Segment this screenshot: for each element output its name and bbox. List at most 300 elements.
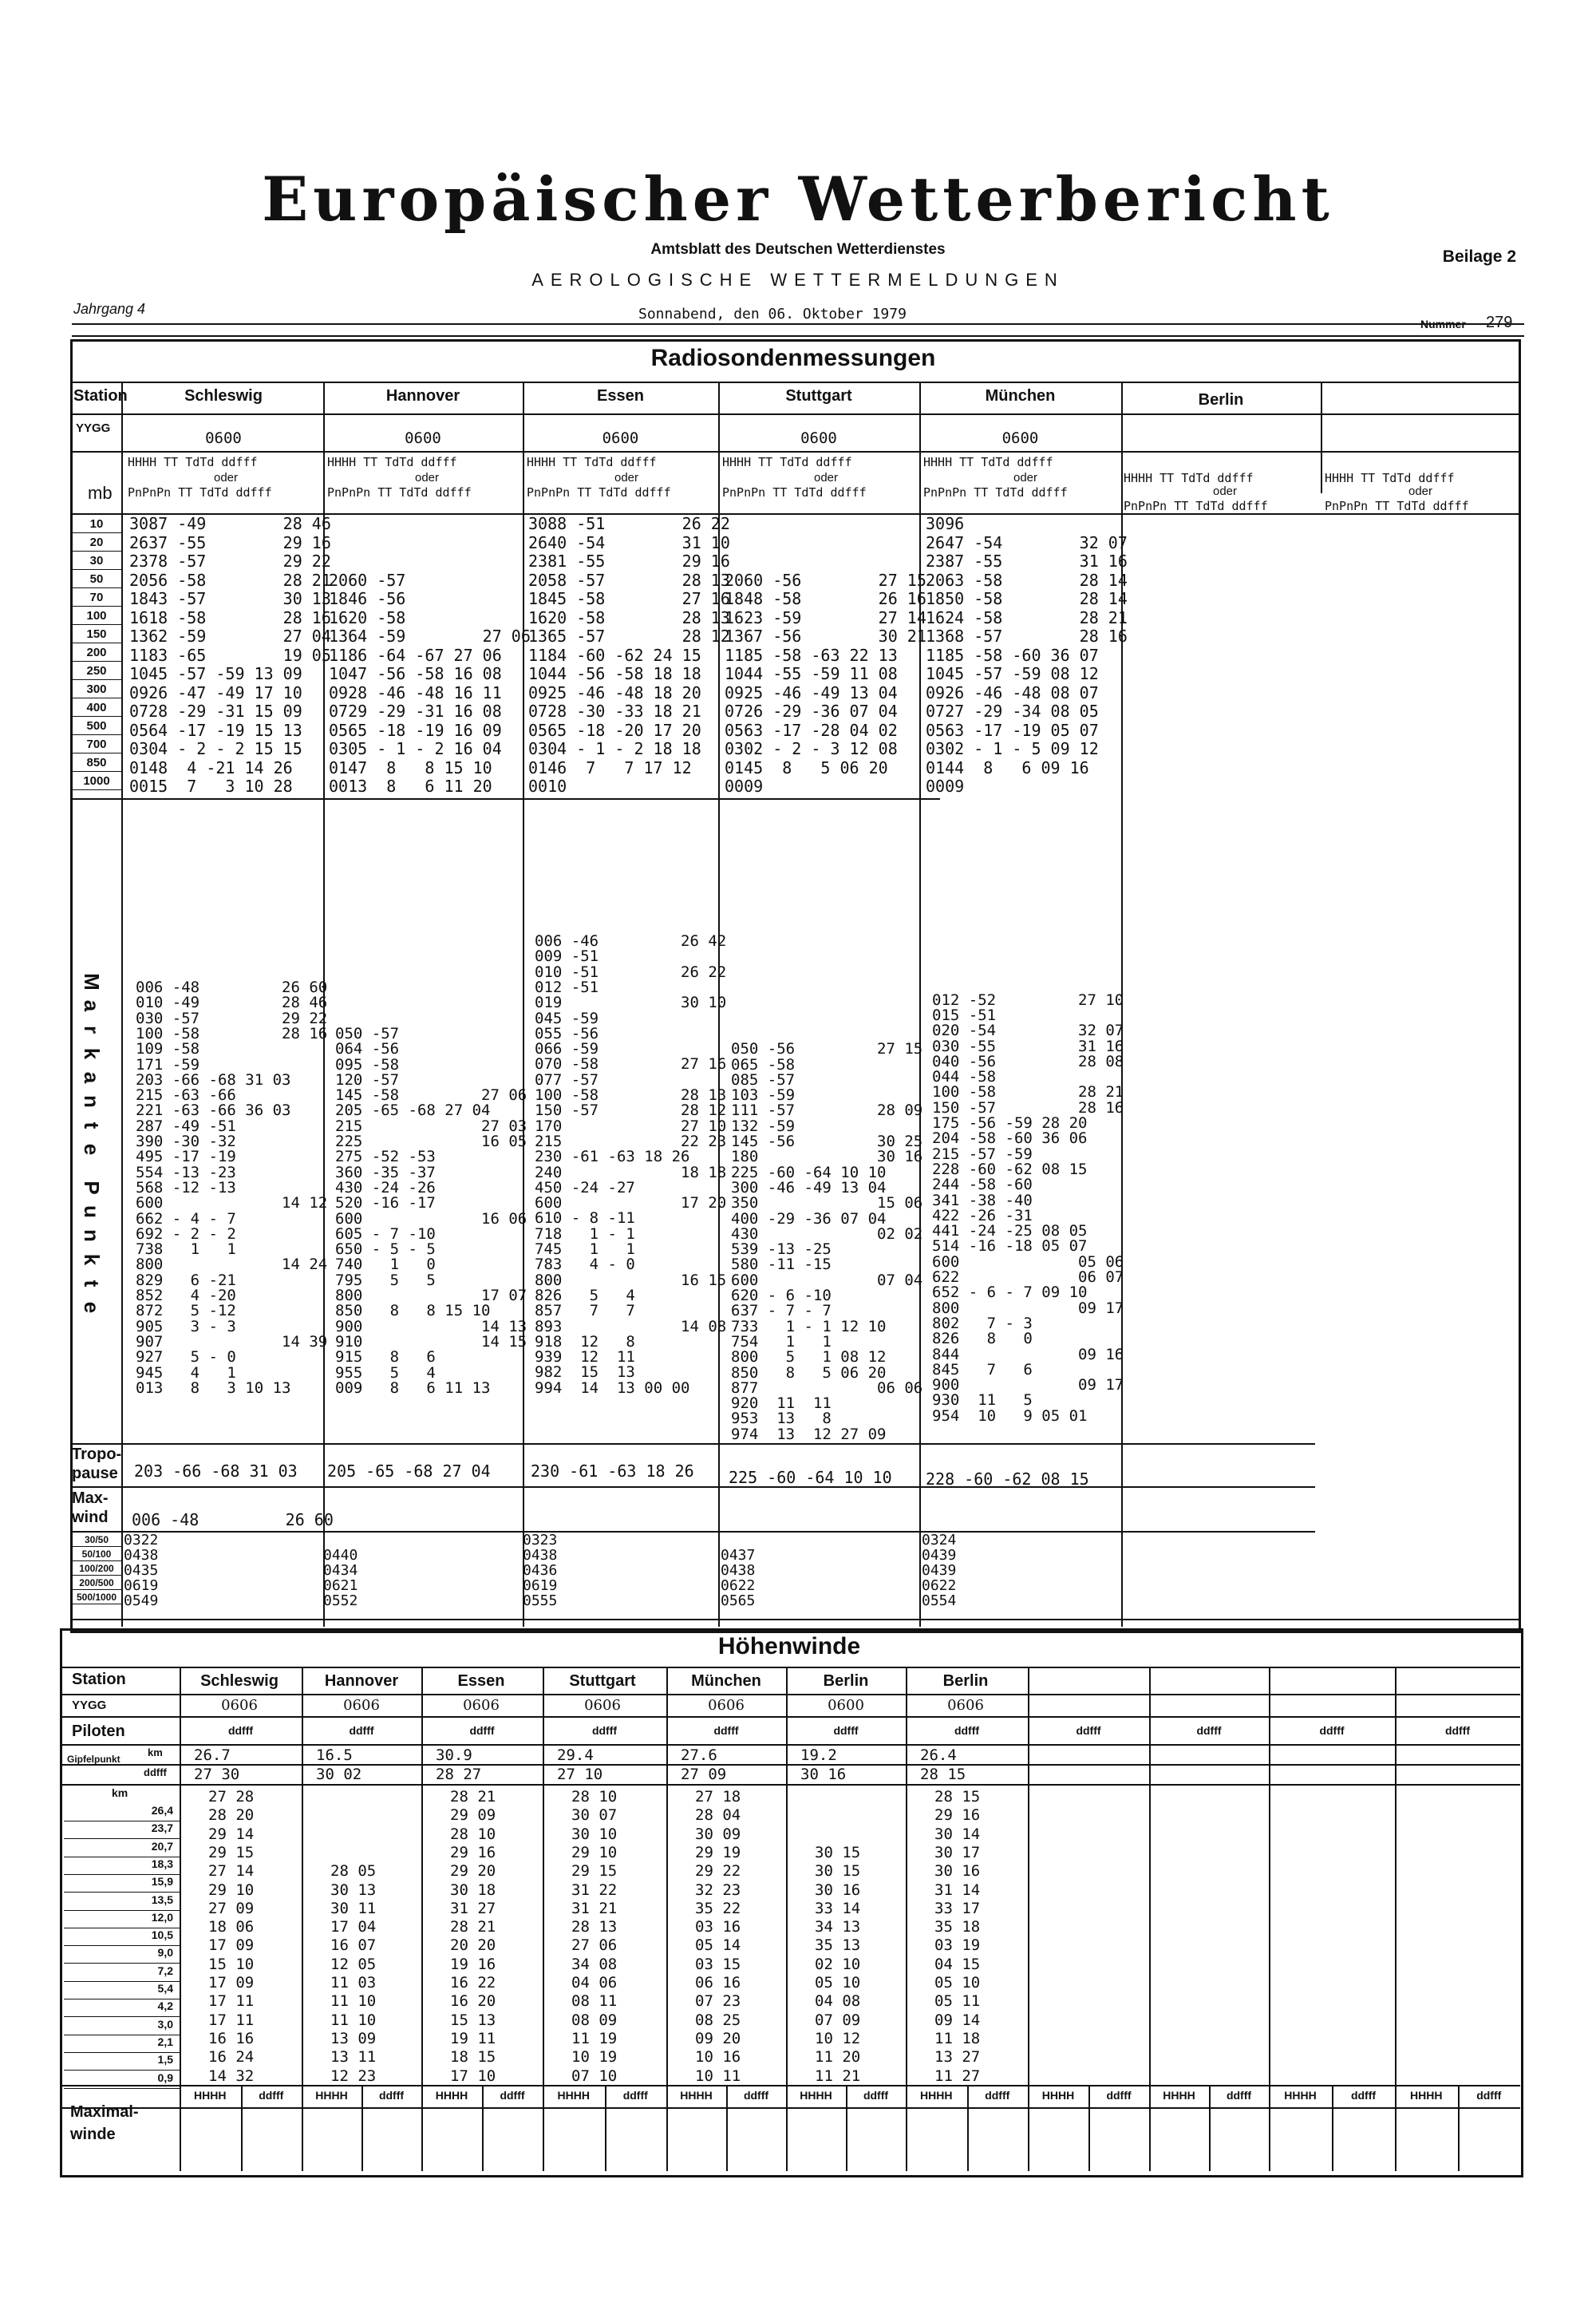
markante-value: 180 30 16 bbox=[731, 1148, 923, 1166]
hw-wind-value: 12 05 bbox=[330, 1955, 377, 1973]
std-level-value: 0565 -18 -20 17 20 bbox=[528, 720, 701, 740]
hw-ddfff-head: ddfff bbox=[743, 2089, 769, 2102]
shear-value: 0552 bbox=[323, 1592, 358, 1609]
hw-ddfff-head: ddfff bbox=[1350, 2089, 1377, 2102]
std-level-value: 1620 -58 28 13 bbox=[528, 607, 730, 627]
hw-wind-value: 18 06 bbox=[208, 1918, 255, 1936]
hw-wind-value: 03 16 bbox=[695, 1918, 741, 1936]
hw-wind-value: 06 16 bbox=[695, 1974, 741, 1992]
hw-yygg: 0606 bbox=[708, 1697, 745, 1714]
markante-value: 109 -58 bbox=[136, 1040, 200, 1058]
markante-value: 800 16 15 bbox=[535, 1271, 727, 1289]
hw-wind-value: 16 24 bbox=[208, 2048, 255, 2067]
hw-station-name: Essen bbox=[457, 1672, 505, 1690]
hw-hhhh-head: HHHH bbox=[1284, 2089, 1317, 2102]
hw-hhhh-head: HHHH bbox=[435, 2089, 468, 2102]
shear-levels: 30/50 50/100 100/200 200/500 500/1000 bbox=[72, 1533, 121, 1604]
std-level-value: 1047 -56 -58 16 08 bbox=[329, 664, 502, 683]
hw-wind-value: 13 27 bbox=[934, 2048, 981, 2067]
markante-value: 064 -56 bbox=[335, 1040, 400, 1058]
std-level-value: 1362 -59 27 04 bbox=[129, 627, 331, 646]
hw-hhhh-head: HHHH bbox=[1041, 2089, 1075, 2102]
shear-value: 0565 bbox=[721, 1592, 756, 1609]
station-muenchen: München bbox=[985, 387, 1056, 405]
markante-value: 915 8 6 bbox=[335, 1348, 436, 1367]
hw-ddfff-head: ddfff bbox=[591, 1724, 618, 1737]
col-head-1: HHHH TT TdTd ddfff bbox=[923, 455, 1053, 469]
col-head-2: PnPnPn TT TdTd ddfff bbox=[327, 485, 472, 500]
markante-value: 829 6 -21 bbox=[136, 1271, 236, 1289]
hw-ddfff-head: ddfff bbox=[1444, 1724, 1471, 1737]
markante-value: 012 -52 27 10 bbox=[932, 991, 1124, 1009]
std-level-value: 1845 -58 27 16 bbox=[528, 589, 730, 608]
hw-wind-value: 30 16 bbox=[934, 1862, 981, 1881]
hw-wind-value: 07 23 bbox=[695, 1992, 741, 2011]
hw-gipfel-label: Gipfelpunkt bbox=[67, 1754, 120, 1765]
hw-wind-value: 11 19 bbox=[571, 2029, 618, 2047]
std-level-value: 0563 -17 -28 04 02 bbox=[725, 720, 898, 740]
hw-gipfel-ddfff: 30 16 bbox=[800, 1766, 847, 1783]
hw-wind-value: 13 11 bbox=[330, 2048, 377, 2067]
std-level-value: 1365 -57 28 12 bbox=[528, 627, 730, 646]
markante-value: 044 -58 bbox=[932, 1068, 997, 1086]
yygg-muenchen: 0600 bbox=[1001, 429, 1039, 447]
markante-value: 802 7 - 3 bbox=[932, 1314, 1033, 1332]
markante-value: 554 -13 -23 bbox=[136, 1163, 236, 1181]
markante-value: 795 5 5 bbox=[335, 1271, 436, 1289]
hw-ddfff-head: ddfff bbox=[954, 1724, 980, 1737]
hw-wind-value: 05 10 bbox=[815, 1974, 861, 1992]
shear-value: 0434 bbox=[323, 1562, 358, 1579]
subtitle: Amtsblatt des Deutschen Wetterdienstes bbox=[650, 241, 946, 258]
hw-wind-value: 19 11 bbox=[450, 2029, 496, 2047]
std-level-value: 0729 -29 -31 16 08 bbox=[329, 702, 502, 721]
col-head-oder: oder bbox=[1013, 471, 1038, 485]
markante-value: 692 - 2 - 2 bbox=[136, 1224, 236, 1243]
hw-yygg: 0606 bbox=[463, 1697, 500, 1714]
hw-wind-value: 04 08 bbox=[815, 1992, 861, 2011]
shear-value: 0440 bbox=[323, 1547, 358, 1564]
hw-wind-value: 27 28 bbox=[208, 1788, 255, 1806]
hw-wind-value: 29 22 bbox=[695, 1862, 741, 1881]
shear-value: 0323 bbox=[523, 1532, 558, 1549]
markante-value: 215 22 23 bbox=[535, 1132, 727, 1150]
std-level-value: 1368 -57 28 16 bbox=[926, 627, 1128, 646]
hw-station-name: München bbox=[691, 1672, 761, 1690]
hw-ddfff-head: ddfff bbox=[500, 2089, 525, 2102]
col-head-1: HHHH TT TdTd ddfff bbox=[1124, 471, 1254, 485]
markante-value: 095 -58 bbox=[335, 1055, 400, 1074]
markante-value: 800 17 07 bbox=[335, 1287, 527, 1304]
std-level-value: 0564 -17 -19 15 13 bbox=[129, 720, 302, 740]
col-head-2: PnPnPn TT TdTd ddfff bbox=[1325, 499, 1469, 513]
markante-value: 568 -12 -13 bbox=[136, 1178, 236, 1196]
hw-gipfel-km: 29.4 bbox=[557, 1746, 594, 1764]
header-rule bbox=[72, 323, 1524, 325]
std-level-value: 0726 -29 -36 07 04 bbox=[725, 702, 898, 721]
std-level-value: 0009 bbox=[725, 777, 764, 796]
tropo-schleswig: 203 -66 -68 31 03 bbox=[134, 1461, 298, 1481]
markante-value: 100 -58 28 21 bbox=[932, 1083, 1124, 1102]
std-level-value: 1186 -64 -67 27 06 bbox=[329, 645, 502, 665]
markante-value: 430 -24 -26 bbox=[335, 1178, 436, 1196]
markante-value: 066 -59 bbox=[535, 1040, 599, 1058]
hw-hhhh-head: HHHH bbox=[315, 2089, 348, 2102]
hw-km-level: 5,4 bbox=[64, 1982, 180, 1999]
hw-gipfel-km: 19.2 bbox=[800, 1746, 837, 1764]
shear-value: 0324 bbox=[922, 1532, 957, 1549]
markante-value: 275 -52 -53 bbox=[335, 1148, 436, 1166]
station-schleswig: Schleswig bbox=[184, 387, 263, 405]
std-level-value: 0563 -17 -19 05 07 bbox=[926, 720, 1099, 740]
std-level-value: 0146 7 7 17 12 bbox=[528, 757, 692, 777]
std-level-value: 2060 -56 27 15 bbox=[725, 570, 926, 590]
std-level-value: 2640 -54 31 10 bbox=[528, 532, 730, 552]
std-level-value: 3087 -49 28 46 bbox=[129, 514, 331, 533]
markante-value: 905 3 - 3 bbox=[136, 1317, 236, 1335]
markante-value: 495 -17 -19 bbox=[136, 1148, 236, 1166]
tropo-muenchen: 228 -60 -62 08 15 bbox=[926, 1469, 1089, 1489]
std-level-value: 2387 -55 31 16 bbox=[926, 552, 1128, 571]
markante-value: 015 -51 bbox=[932, 1006, 997, 1024]
hw-ddfff-head: ddfff bbox=[985, 2089, 1010, 2102]
hw-wind-value: 30 17 bbox=[934, 1843, 981, 1861]
markante-value: 800 14 24 bbox=[136, 1256, 328, 1274]
col-head-2: PnPnPn TT TdTd ddfff bbox=[923, 485, 1068, 500]
hw-wind-value: 10 11 bbox=[695, 2067, 741, 2085]
radiosonde-title: Radiosondenmessungen bbox=[650, 345, 936, 371]
shear-value: 0549 bbox=[124, 1592, 159, 1609]
markante-value: 441 -24 -25 08 05 bbox=[932, 1222, 1088, 1240]
markante-value: 622 06 07 bbox=[932, 1268, 1124, 1286]
hw-wind-value: 17 11 bbox=[208, 1992, 255, 2011]
std-level-value: 2637 -55 29 16 bbox=[129, 532, 331, 552]
markante-value: 100 -58 28 16 bbox=[136, 1024, 328, 1042]
hw-hhhh-head: HHHH bbox=[1163, 2089, 1195, 2102]
hw-wind-value: 30 15 bbox=[815, 1843, 861, 1861]
hw-wind-value: 19 16 bbox=[450, 1955, 496, 1973]
hw-wind-value: 08 11 bbox=[571, 1992, 618, 2011]
hw-wind-value: 11 03 bbox=[330, 1974, 377, 1992]
markante-value: 844 09 16 bbox=[932, 1345, 1124, 1363]
hw-wind-value: 28 21 bbox=[450, 1918, 496, 1936]
hw-station-label: Station bbox=[72, 1671, 126, 1688]
markante-value: 045 -59 bbox=[535, 1009, 599, 1027]
station-hannover: Hannover bbox=[385, 387, 460, 405]
markante-value: 945 4 1 bbox=[136, 1363, 236, 1382]
std-level-value: 1846 -56 bbox=[329, 589, 406, 608]
hw-km-level: 10,5 bbox=[64, 1928, 180, 1946]
std-level-value: 1843 -57 30 13 bbox=[129, 589, 331, 608]
markante-value: 994 14 13 00 00 bbox=[535, 1378, 690, 1397]
col-head-1: HHHH TT TdTd ddfff bbox=[527, 455, 657, 469]
markante-value: 221 -63 -66 36 03 bbox=[136, 1102, 291, 1120]
std-level-value: 0728 -29 -31 15 09 bbox=[129, 702, 302, 721]
hw-ddfff-head: ddfff bbox=[1476, 2089, 1502, 2102]
std-level-value: 1848 -58 26 16 bbox=[725, 589, 926, 608]
tropo-essen: 230 -61 -63 18 26 bbox=[531, 1461, 694, 1481]
hw-station-name: Schleswig bbox=[200, 1672, 279, 1690]
markante-value: 171 -59 bbox=[136, 1055, 200, 1074]
shear-value: 0435 bbox=[124, 1562, 159, 1579]
hw-wind-value: 31 22 bbox=[571, 1881, 618, 1899]
std-level-value: 1045 -57 -59 13 09 bbox=[129, 664, 302, 683]
markante-value: 850 8 8 15 10 bbox=[335, 1302, 491, 1320]
hw-ddfff-head: ddfff bbox=[349, 1724, 374, 1737]
hw-km-level: 4,2 bbox=[64, 1999, 180, 2017]
hw-gipfel-km: 16.5 bbox=[316, 1746, 353, 1764]
shear-value: 0438 bbox=[124, 1547, 159, 1564]
shear-value: 0622 bbox=[922, 1577, 957, 1594]
hw-piloten-label: Piloten bbox=[72, 1723, 125, 1740]
markante-value: 009 8 6 11 13 bbox=[335, 1378, 491, 1397]
hoehenwinde-title: Höhenwinde bbox=[717, 1633, 861, 1659]
hw-wind-value: 11 18 bbox=[934, 2029, 981, 2047]
hw-wind-value: 31 27 bbox=[450, 1899, 496, 1917]
hw-ddfff-head: ddfff bbox=[1196, 1724, 1222, 1737]
hw-gipfel-km: 26.4 bbox=[920, 1746, 957, 1764]
page-title: Europäischer Wetterbericht bbox=[262, 164, 1334, 235]
markante-value: 204 -58 -60 36 06 bbox=[932, 1129, 1088, 1148]
markante-value: 360 -35 -37 bbox=[335, 1163, 436, 1181]
yygg-stuttgart: 0600 bbox=[800, 429, 837, 447]
hw-wind-value: 30 16 bbox=[815, 1881, 861, 1899]
tropo-hannover: 205 -65 -68 27 04 bbox=[327, 1461, 491, 1481]
std-level-value: 0302 - 1 - 5 09 12 bbox=[926, 739, 1099, 758]
hw-wind-value: 29 10 bbox=[571, 1843, 618, 1861]
hw-wind-value: 35 18 bbox=[934, 1918, 981, 1936]
hw-wind-value: 16 22 bbox=[450, 1974, 496, 1992]
col-head-2: PnPnPn TT TdTd ddfff bbox=[722, 485, 867, 500]
markante-value: 953 13 8 bbox=[731, 1410, 832, 1428]
hw-km-level: 12,0 bbox=[64, 1911, 180, 1928]
hw-hhhh-head: HHHH bbox=[680, 2089, 713, 2102]
std-level-value: 2063 -58 28 14 bbox=[926, 570, 1128, 590]
yygg-label: YYGG bbox=[76, 421, 111, 435]
markante-value: 225 16 05 bbox=[335, 1133, 527, 1150]
std-level-value: 1044 -55 -59 11 08 bbox=[725, 664, 898, 683]
hw-wind-value: 16 20 bbox=[450, 1992, 496, 2011]
yygg-schleswig: 0600 bbox=[205, 429, 242, 447]
std-level-value: 2378 -57 29 22 bbox=[129, 552, 331, 571]
col-head-2: PnPnPn TT TdTd ddfff bbox=[128, 485, 272, 500]
hw-hhhh-head: HHHH bbox=[1410, 2089, 1443, 2102]
hw-wind-value: 32 23 bbox=[695, 1881, 741, 1899]
std-level-value: 1850 -58 28 14 bbox=[926, 589, 1128, 608]
markante-value: 738 1 1 bbox=[136, 1240, 236, 1259]
markante-value: 020 -54 32 07 bbox=[932, 1022, 1124, 1040]
std-level-value: 0304 - 2 - 2 15 15 bbox=[129, 739, 302, 758]
markante-value: 514 -16 -18 05 07 bbox=[932, 1237, 1088, 1256]
markante-value: 341 -38 -40 bbox=[932, 1191, 1033, 1209]
shear-value: 0438 bbox=[523, 1547, 558, 1564]
std-level-value: 1184 -60 -62 24 15 bbox=[528, 645, 701, 665]
hw-wind-value: 17 09 bbox=[208, 1974, 255, 1992]
markante-value: 893 14 08 bbox=[535, 1317, 727, 1335]
hw-wind-value: 05 11 bbox=[934, 1992, 981, 2011]
hw-ddfff-head: ddfff bbox=[227, 1724, 254, 1737]
hw-wind-value: 11 27 bbox=[934, 2067, 981, 2085]
markante-value: 900 14 13 bbox=[335, 1317, 527, 1335]
hw-wind-value: 30 13 bbox=[330, 1881, 377, 1899]
hw-wind-value: 08 25 bbox=[695, 2011, 741, 2029]
markante-value: 850 8 5 06 20 bbox=[731, 1363, 887, 1382]
markante-value: 857 7 7 bbox=[535, 1302, 635, 1320]
markante-value: 954 10 9 05 01 bbox=[932, 1406, 1088, 1425]
hw-wind-value: 12 23 bbox=[330, 2067, 377, 2085]
markante-value: 610 - 8 -11 bbox=[535, 1209, 635, 1228]
hw-wind-value: 03 15 bbox=[695, 1955, 741, 1973]
hw-gipfel-ddfff: 28 15 bbox=[920, 1766, 966, 1783]
markante-value: 982 15 13 bbox=[535, 1363, 635, 1382]
markante-value: 520 -16 -17 bbox=[335, 1194, 436, 1212]
hw-gipfel-km: 30.9 bbox=[436, 1746, 472, 1764]
hw-wind-value: 28 10 bbox=[450, 1825, 496, 1843]
section-heading: AEROLOGISCHE WETTERMELDUNGEN bbox=[531, 270, 1065, 290]
markante-value: 100 -58 28 13 bbox=[535, 1086, 727, 1104]
hw-wind-value: 35 22 bbox=[695, 1899, 741, 1917]
std-level-value: 2647 -54 32 07 bbox=[926, 532, 1128, 552]
hw-wind-value: 28 05 bbox=[330, 1862, 377, 1881]
markante-value: 754 1 1 bbox=[731, 1332, 832, 1351]
markante-value: 600 05 06 bbox=[932, 1252, 1124, 1271]
maxwind-label: Max-wind bbox=[72, 1489, 109, 1526]
std-level-value: 1045 -57 -59 08 12 bbox=[926, 664, 1099, 683]
markante-value: 065 -58 bbox=[731, 1055, 796, 1074]
markante-value: 205 -65 -68 27 04 bbox=[335, 1102, 491, 1120]
hw-ddfff-head: ddfff bbox=[1319, 1724, 1345, 1737]
hw-ddfff-head: ddfff bbox=[1106, 2089, 1132, 2102]
markante-value: 826 8 0 bbox=[932, 1330, 1033, 1348]
header-rule-2 bbox=[72, 335, 1524, 337]
markante-value: 170 27 10 bbox=[535, 1117, 727, 1135]
hw-km-level: 9,0 bbox=[64, 1946, 180, 1964]
hw-station-name: Stuttgart bbox=[569, 1672, 636, 1690]
markante-value: 150 -57 28 16 bbox=[932, 1098, 1124, 1117]
hw-station-name: Hannover bbox=[324, 1672, 399, 1690]
col-head-oder: oder bbox=[814, 471, 839, 485]
markante-value: 872 5 -12 bbox=[136, 1302, 236, 1320]
markante-value: 300 -46 -49 13 04 bbox=[731, 1178, 887, 1196]
hw-km-label: km bbox=[148, 1746, 163, 1758]
std-level-value: 0305 - 1 - 2 16 04 bbox=[329, 739, 502, 758]
markante-value: 930 11 5 bbox=[932, 1391, 1033, 1410]
hw-wind-value: 30 11 bbox=[330, 1899, 377, 1917]
std-level-value: 0928 -46 -48 16 11 bbox=[329, 682, 502, 702]
tropopause-label: Tropo-pause bbox=[72, 1446, 122, 1482]
std-level-value: 0926 -47 -49 17 10 bbox=[129, 682, 302, 702]
hw-wind-value: 30 14 bbox=[934, 1825, 981, 1843]
mb-label: mb bbox=[88, 483, 113, 503]
markante-value: 077 -57 bbox=[535, 1070, 599, 1089]
markante-value: 013 8 3 10 13 bbox=[136, 1378, 291, 1397]
markante-value: 132 -59 bbox=[731, 1117, 796, 1135]
markante-value: 745 1 1 bbox=[535, 1240, 635, 1258]
hw-yygg: 0606 bbox=[584, 1697, 621, 1714]
station-berlin: Berlin bbox=[1198, 391, 1244, 409]
markante-value: 145 -58 27 06 bbox=[335, 1086, 527, 1105]
hw-wind-value: 28 04 bbox=[695, 1806, 741, 1825]
shear-value: 0439 bbox=[922, 1562, 957, 1579]
col-head-oder: oder bbox=[214, 471, 239, 485]
hw-wind-value: 04 06 bbox=[571, 1974, 618, 1992]
markante-value: 350 15 06 bbox=[731, 1194, 923, 1212]
std-level-value: 0302 - 2 - 3 12 08 bbox=[725, 739, 898, 758]
hw-wind-value: 04 15 bbox=[934, 1955, 981, 1973]
std-level-value: 0015 7 3 10 28 bbox=[129, 777, 293, 796]
markante-value: 920 11 11 bbox=[731, 1394, 832, 1413]
hw-km-level: 13,5 bbox=[64, 1893, 180, 1911]
hw-yygg: 0606 bbox=[947, 1697, 984, 1714]
hw-wind-value: 34 08 bbox=[571, 1955, 618, 1973]
std-level-value: 0145 8 5 06 20 bbox=[725, 757, 888, 777]
hw-gipfel-ddfff: 28 27 bbox=[436, 1766, 482, 1783]
hw-yygg: 0606 bbox=[221, 1697, 258, 1714]
hw-wind-value: 29 15 bbox=[208, 1843, 255, 1861]
hw-wind-value: 10 16 bbox=[695, 2048, 741, 2067]
hw-wind-value: 13 09 bbox=[330, 2029, 377, 2047]
markante-value: 055 -56 bbox=[535, 1024, 599, 1042]
hw-ddfff-head: ddfff bbox=[833, 1724, 859, 1737]
col-head-oder: oder bbox=[1213, 485, 1238, 498]
hw-wind-value: 29 15 bbox=[571, 1862, 618, 1881]
markante-value: 012 -51 bbox=[535, 978, 599, 996]
std-level-value: 1185 -58 -63 22 13 bbox=[725, 645, 898, 665]
hw-yygg-label: YYGG bbox=[72, 1699, 107, 1712]
col-head-1: HHHH TT TdTd ddfff bbox=[1325, 471, 1455, 485]
markante-value: 600 16 06 bbox=[335, 1209, 527, 1228]
hw-gipfel-ddfff: 30 02 bbox=[316, 1766, 362, 1783]
shear-value: 0438 bbox=[721, 1562, 756, 1579]
hw-wind-value: 10 12 bbox=[815, 2029, 861, 2047]
shear-value: 0322 bbox=[124, 1532, 159, 1549]
std-level-value: 1367 -56 30 21 bbox=[725, 627, 926, 646]
yygg-hannover: 0600 bbox=[405, 429, 441, 447]
hw-km-level: 15,9 bbox=[64, 1875, 180, 1893]
std-level-value: 1623 -59 27 14 bbox=[725, 607, 926, 627]
markante-value: 877 06 06 bbox=[731, 1378, 923, 1397]
hw-wind-value: 11 21 bbox=[815, 2067, 861, 2085]
date-label: Sonnabend, den 06. Oktober 1979 bbox=[638, 306, 907, 322]
hw-wind-value: 15 10 bbox=[208, 1955, 255, 1973]
hw-wind-value: 09 14 bbox=[934, 2011, 981, 2029]
markante-value: 103 -59 bbox=[731, 1086, 796, 1105]
markante-value: 783 4 - 0 bbox=[535, 1256, 635, 1274]
hw-wind-value: 05 14 bbox=[695, 1936, 741, 1955]
shear-value: 0436 bbox=[523, 1562, 558, 1579]
hw-km-level: 23,7 bbox=[64, 1821, 180, 1839]
hw-wind-value: 28 10 bbox=[571, 1788, 618, 1806]
hw-ddfff-head: ddfff bbox=[622, 2089, 648, 2102]
markante-punkte-label: M a r k a n t e P u n k t e bbox=[80, 973, 104, 1314]
hw-km-level: 3,0 bbox=[64, 2018, 180, 2035]
hw-wind-value: 27 06 bbox=[571, 1936, 618, 1955]
hw-wind-value: 10 19 bbox=[571, 2048, 618, 2067]
std-level-value: 0144 8 6 09 16 bbox=[926, 757, 1089, 777]
hw-wind-value: 29 09 bbox=[450, 1806, 496, 1825]
markante-value: 030 -55 31 16 bbox=[932, 1037, 1124, 1055]
markante-value: 955 5 4 bbox=[335, 1363, 436, 1382]
markante-value: 215 -63 -66 bbox=[136, 1086, 236, 1105]
hw-station-name: Berlin bbox=[823, 1672, 869, 1690]
shear-value: 0621 bbox=[323, 1577, 358, 1594]
shear-value: 0619 bbox=[523, 1577, 558, 1594]
hw-maximal-label: Maximal-winde bbox=[70, 2103, 139, 2143]
shear-value: 0439 bbox=[922, 1547, 957, 1564]
hw-wind-value: 29 16 bbox=[934, 1806, 981, 1825]
hw-wind-value: 29 20 bbox=[450, 1862, 496, 1881]
markante-value: 175 -56 -59 28 20 bbox=[932, 1114, 1088, 1132]
